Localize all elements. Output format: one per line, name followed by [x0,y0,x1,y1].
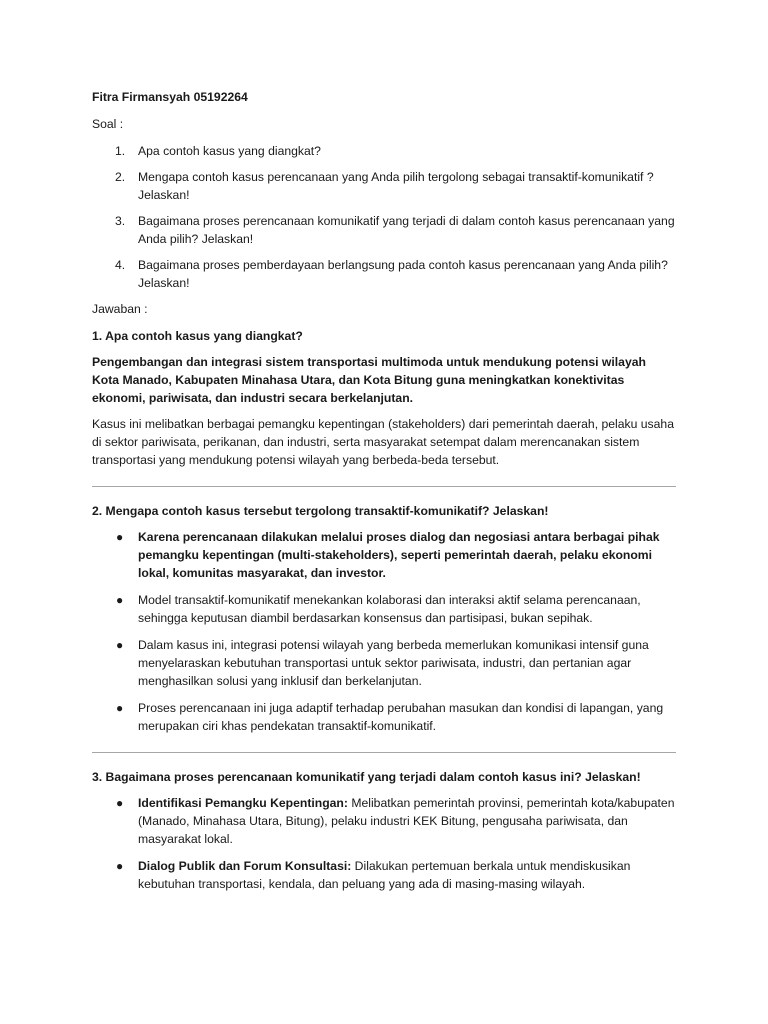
question-text: Mengapa contoh kasus perencanaan yang Anda pilih tergolong sebagai transaktif-komunikatif ? Jelaskan! [138,170,654,202]
question-number: 3. [115,214,126,228]
list-item-text: Karena perencanaan dilakukan melalui proses dialog dan negosiasi antara berbagai pihak pemangku kepentingan (multi-stakeholders), seperti pemerintah daerah, pelaku ekonomi lokal, komunitas masyarakat, dan investor. [138,530,660,580]
bullet-icon: ● [116,859,124,873]
question-text: Apa contoh kasus yang diangkat? [138,144,321,158]
list-item [92,636,676,690]
list-item [92,591,676,627]
answer-2-heading: 2. Mengapa contoh kasus tersebut tergolong transaktif-komunikatif? Jelaskan! [92,504,549,518]
list-item [92,857,676,893]
question-text: Bagaimana proses perencanaan komunikatif yang terjadi di dalam contoh kasus perencanaan yang Anda pilih? Jelaskan! [138,214,675,246]
list-item-text: Model transaktif-komunikatif menekankan kolaborasi dan interaksi aktif selama perencanaan, sehingga keputusan diambil berdasarkan konsensus dan partisipasi, bukan sepihak. [138,593,641,625]
list-item-text: Dalam kasus ini, integrasi potensi wilayah yang berbeda memerlukan komunikasi intensif guna menyelaraskan kebutuhan transportasi untuk sektor pariwisata, industri, dan pertanian agar menghasilkan solusi yang inklusif dan berkelanjutan. [138,638,649,688]
question-number: 4. [115,258,126,272]
list-item-text: Proses perencanaan ini juga adaptif terhadap perubahan masukan dan kondisi di lapangan, yang merupakan ciri khas pendekatan transaktif-komunikatif. [138,701,664,733]
section-divider [92,486,676,487]
bullet-icon: ● [116,638,124,652]
answer-1-paragraph: Kasus ini melibatkan berbagai pemangku kepentingan (stakeholders) dari pemerintah daerah, pelaku usaha di sektor pariwisata, perikanan, dan industri, serta masyarakat setempat dalam merencanakan sistem transportasi yang mendukung potensi wilayah yang berbeda-beda tersebut. [92,417,674,467]
list-item-term: Dialog Publik dan Forum Konsultasi: [138,859,352,873]
answer-1-heading: 1. Apa contoh kasus yang diangkat? [92,329,303,343]
question-item [92,142,676,160]
soal-label: Soal : [92,117,124,131]
question-text: Bagaimana proses pemberdayaan berlangsung pada contoh kasus perencanaan yang Anda pilih? Jelaskan! [138,258,668,290]
section-divider [92,752,676,753]
list-item [92,794,676,848]
question-number: 1. [115,144,126,158]
question-item [92,256,676,292]
bullet-icon: ● [116,530,124,544]
answer-3-heading: 3. Bagaimana proses perencanaan komunikatif yang terjadi dalam contoh kasus ini? Jelaskan! [92,770,641,784]
question-list [92,142,676,292]
answer-3-list [92,794,676,893]
question-item [92,168,676,204]
question-item [92,212,676,248]
jawaban-label: Jawaban : [92,302,148,316]
bullet-icon: ● [116,593,124,607]
list-item-text: Dilakukan pertemuan berkala untuk mendiskusikan kebutuhan transportasi, kendala, dan peluang yang ada di masing-masing wilayah. [138,859,631,891]
answer-1-summary: Pengembangan dan integrasi sistem transportasi multimoda untuk mendukung potensi wilayah Kota Manado, Kabupaten Minahasa Utara, dan Kota Bitung guna meningkatkan konektivitas ekonomi, pariwisata, dan industri secara berkelanjutan. [92,355,646,405]
list-item-text: Melibatkan pemerintah provinsi, pemerintah kota/kabupaten (Manado, Minahasa Utara, Bitung), pelaku industri KEK Bitung, pengusaha pariwisata, dan masyarakat lokal. [138,796,675,846]
answer-2-list [92,528,676,735]
bullet-icon: ● [116,796,124,810]
list-item [92,699,676,735]
list-item-term: Identifikasi Pemangku Kepentingan: [138,796,348,810]
question-number: 2. [115,170,126,184]
author-line: Fitra Firmansyah 05192264 [92,90,248,104]
bullet-icon: ● [116,701,124,715]
list-item [92,528,676,582]
